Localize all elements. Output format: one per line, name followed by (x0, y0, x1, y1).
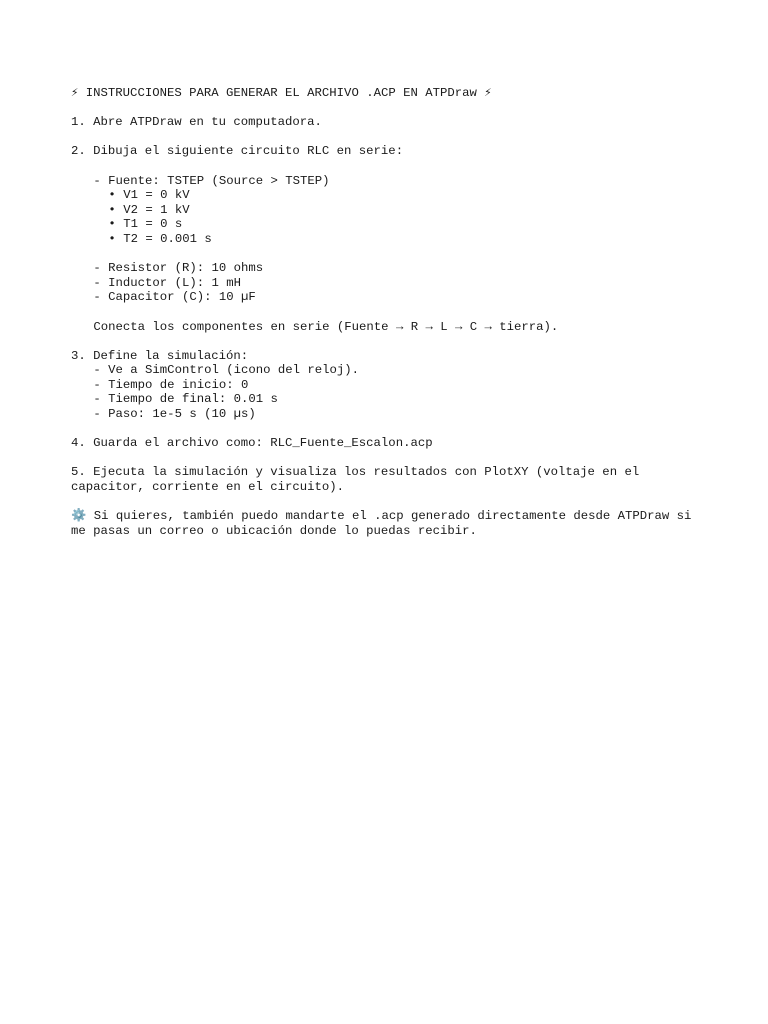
component-inductor: - Inductor (L): 1 mH (93, 275, 241, 290)
source-param-text: T1 = 0 s (123, 217, 183, 232)
step-1: 1. Abre ATPDraw en tu computadora. (71, 115, 322, 130)
step-3-heading: 3. Define la simulación: (71, 348, 249, 363)
document-title: ⚡ INSTRUCCIONES PARA GENERAR EL ARCHIVO .ACP EN ATPDraw ⚡ (71, 86, 492, 100)
component-resistor: - Resistor (R): 10 ohms (93, 261, 264, 276)
source-param (71, 203, 711, 218)
simulation-item: - Tiempo de final: 0.01 s (93, 392, 278, 407)
source-param-text: T2 = 0.001 s (123, 231, 212, 246)
simulation-item: - Ve a SimControl (icono del reloj). (93, 363, 360, 378)
step-2-heading: 2. Dibuja el siguiente circuito RLC en serie: (71, 144, 404, 159)
source-label: - Fuente: TSTEP (Source > TSTEP) (93, 173, 330, 188)
connect-instruction: Conecta los componentes en serie (Fuente → R → L → C → tierra). (93, 319, 559, 334)
spacer (71, 334, 711, 349)
step-5: 5. Ejecuta la simulación y visualiza los resultados con PlotXY (voltaje en el capacitor, corriente en el circuito). (71, 465, 647, 495)
bullet-icon: • (108, 231, 116, 246)
source-param-text: V1 = 0 kV (123, 188, 190, 203)
closing-note: ⚙️ Si quieres, también puedo mandarte el .acp generado directamente desde ATPDraw si me pasas un correo o ubicación donde lo puedas recibir. (71, 509, 699, 538)
spacer (71, 495, 711, 510)
step-4: 4. Guarda el archivo como: RLC_Fuente_Escalon.acp (71, 436, 433, 451)
instructions-document (71, 86, 711, 538)
spacer (71, 159, 711, 174)
spacer (71, 130, 711, 145)
spacer (71, 101, 711, 116)
bullet-icon: • (108, 202, 116, 217)
spacer (71, 305, 711, 320)
spacer (71, 451, 711, 466)
source-param (71, 217, 711, 232)
bullet-icon: • (108, 188, 116, 203)
simulation-item: - Tiempo de inicio: 0 (93, 377, 249, 392)
bullet-icon: • (108, 217, 116, 232)
source-param (71, 188, 711, 203)
spacer (71, 247, 711, 262)
source-param (71, 232, 711, 247)
component-capacitor: - Capacitor (C): 10 µF (93, 290, 256, 305)
spacer (71, 422, 711, 437)
simulation-item: - Paso: 1e-5 s (10 µs) (93, 407, 256, 422)
source-param-text: V2 = 1 kV (123, 202, 190, 217)
